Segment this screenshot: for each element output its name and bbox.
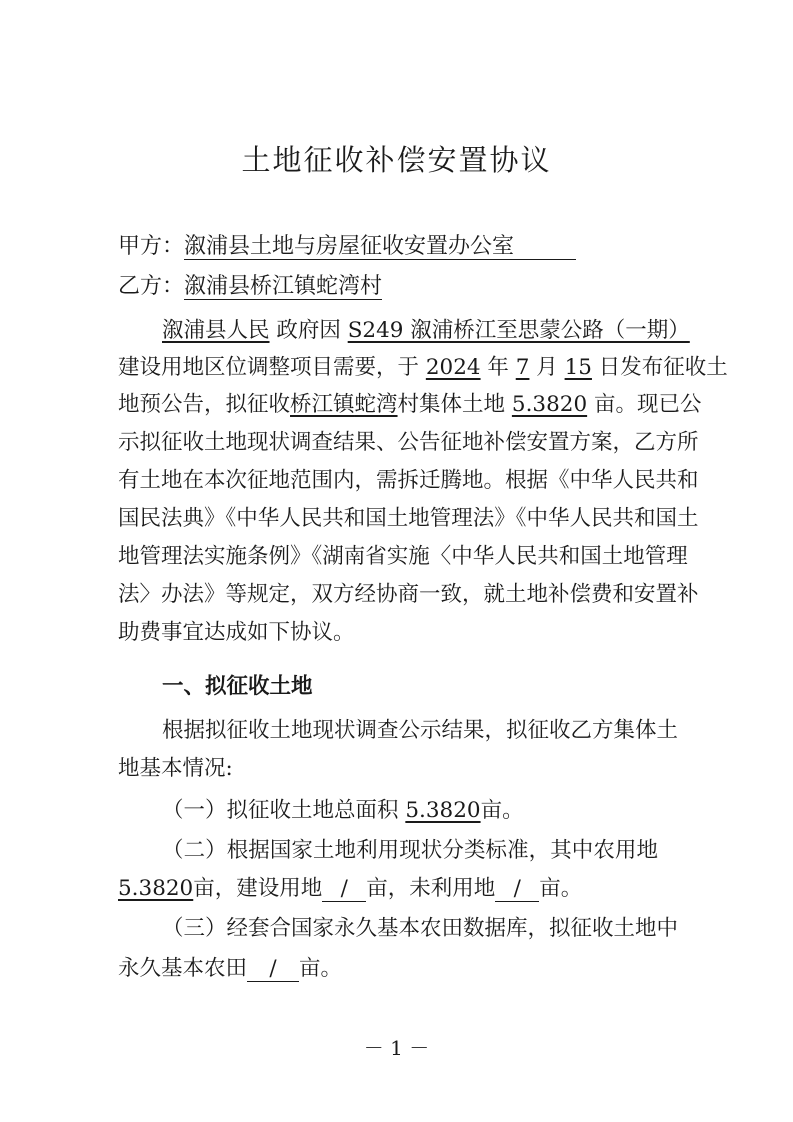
- item-3-line-2: [118, 954, 342, 984]
- intro-text: 村集体土地: [397, 392, 512, 417]
- page-number: － 1 －: [363, 1036, 430, 1060]
- section-1-heading: 一、拟征收土地: [162, 674, 313, 699]
- intro-line-1: [162, 316, 690, 346]
- item-2-text: 亩，未利用地: [366, 876, 496, 901]
- intro-text: 年: [480, 355, 516, 380]
- intro-line-8: 法〉办法》等规定，双方经协商一致，就土地补偿费和安置补: [118, 582, 699, 607]
- intro-text: 亩。现已公: [587, 392, 702, 417]
- item-2-line-1: （二）根据国家土地利用现状分类标准，其中农用地: [162, 838, 658, 863]
- intro-line-2: [118, 353, 728, 383]
- party-b-value: 溆浦县桥江镇蛇湾村: [184, 274, 383, 299]
- construction-land-value: /: [322, 877, 366, 902]
- town-name: 桥江镇: [290, 392, 355, 417]
- item-3-text: 亩。: [299, 956, 343, 981]
- item-1-line: [162, 796, 524, 826]
- village-name: 蛇湾: [354, 392, 398, 417]
- basic-farmland-value: /: [247, 957, 299, 982]
- document-title: 土地征收补偿安置协议: [241, 143, 552, 177]
- item-1-text: 亩。: [480, 798, 524, 823]
- government-name: 溆浦县人民: [162, 318, 270, 343]
- party-b-label: 乙方：: [118, 274, 185, 299]
- section-1-para-line-2: 地基本情况:: [118, 756, 233, 781]
- section-1-para-line-1: 根据拟征收土地现状调查公示结果，拟征收乙方集体土: [162, 718, 679, 743]
- project-name: S249 溆浦桥江至思蒙公路（一期）: [347, 318, 690, 343]
- intro-line-7: 地管理法实施条例》《湖南省实施〈中华人民共和国土地管理: [118, 544, 688, 569]
- item-2-text: 亩，建设用地: [193, 876, 323, 901]
- party-b-line: [118, 272, 382, 302]
- item-1-text: （一）拟征收土地总面积: [162, 798, 406, 823]
- announce-day: 15: [564, 355, 592, 380]
- party-a-label: 甲方：: [118, 234, 185, 259]
- intro-line-9: 助费事宜达成如下协议。: [118, 620, 355, 645]
- party-a-line: [118, 232, 576, 262]
- item-3-text: 永久基本农田: [118, 956, 248, 981]
- intro-line-5: 有土地在本次征地范围内，需拆迁腾地。根据《中华人民共和: [118, 468, 699, 493]
- unused-land-value: /: [495, 877, 539, 902]
- item-2-text: 亩。: [539, 876, 583, 901]
- farmland-area-value: 5.3820: [118, 876, 194, 901]
- intro-line-3: [118, 390, 701, 420]
- total-area-value: 5.3820: [511, 392, 588, 417]
- item-2-line-2: [118, 874, 582, 904]
- intro-line-4: 示拟征收土地现状调查结果、公告征地补偿安置方案，乙方所: [118, 430, 699, 455]
- party-a-value: 溆浦县土地与房屋征收安置办公室: [184, 235, 576, 260]
- announce-year: 2024: [425, 355, 481, 380]
- intro-text: 政府因: [269, 318, 348, 343]
- intro-text: 建设用地区位调整项目需要，于: [118, 355, 426, 380]
- intro-text: 日发布征收土: [591, 355, 728, 380]
- item-1-area-value: 5.3820: [405, 798, 481, 823]
- intro-text: 地预公告，拟征收: [118, 392, 291, 417]
- announce-month: 7: [515, 355, 530, 380]
- item-3-line-1: （三）经套合国家永久基本农田数据库，拟征收土地中: [162, 916, 679, 941]
- intro-line-6: 国民法典》《中华人民共和国土地管理法》《中华人民共和国土: [118, 506, 699, 531]
- intro-text: 月: [529, 355, 565, 380]
